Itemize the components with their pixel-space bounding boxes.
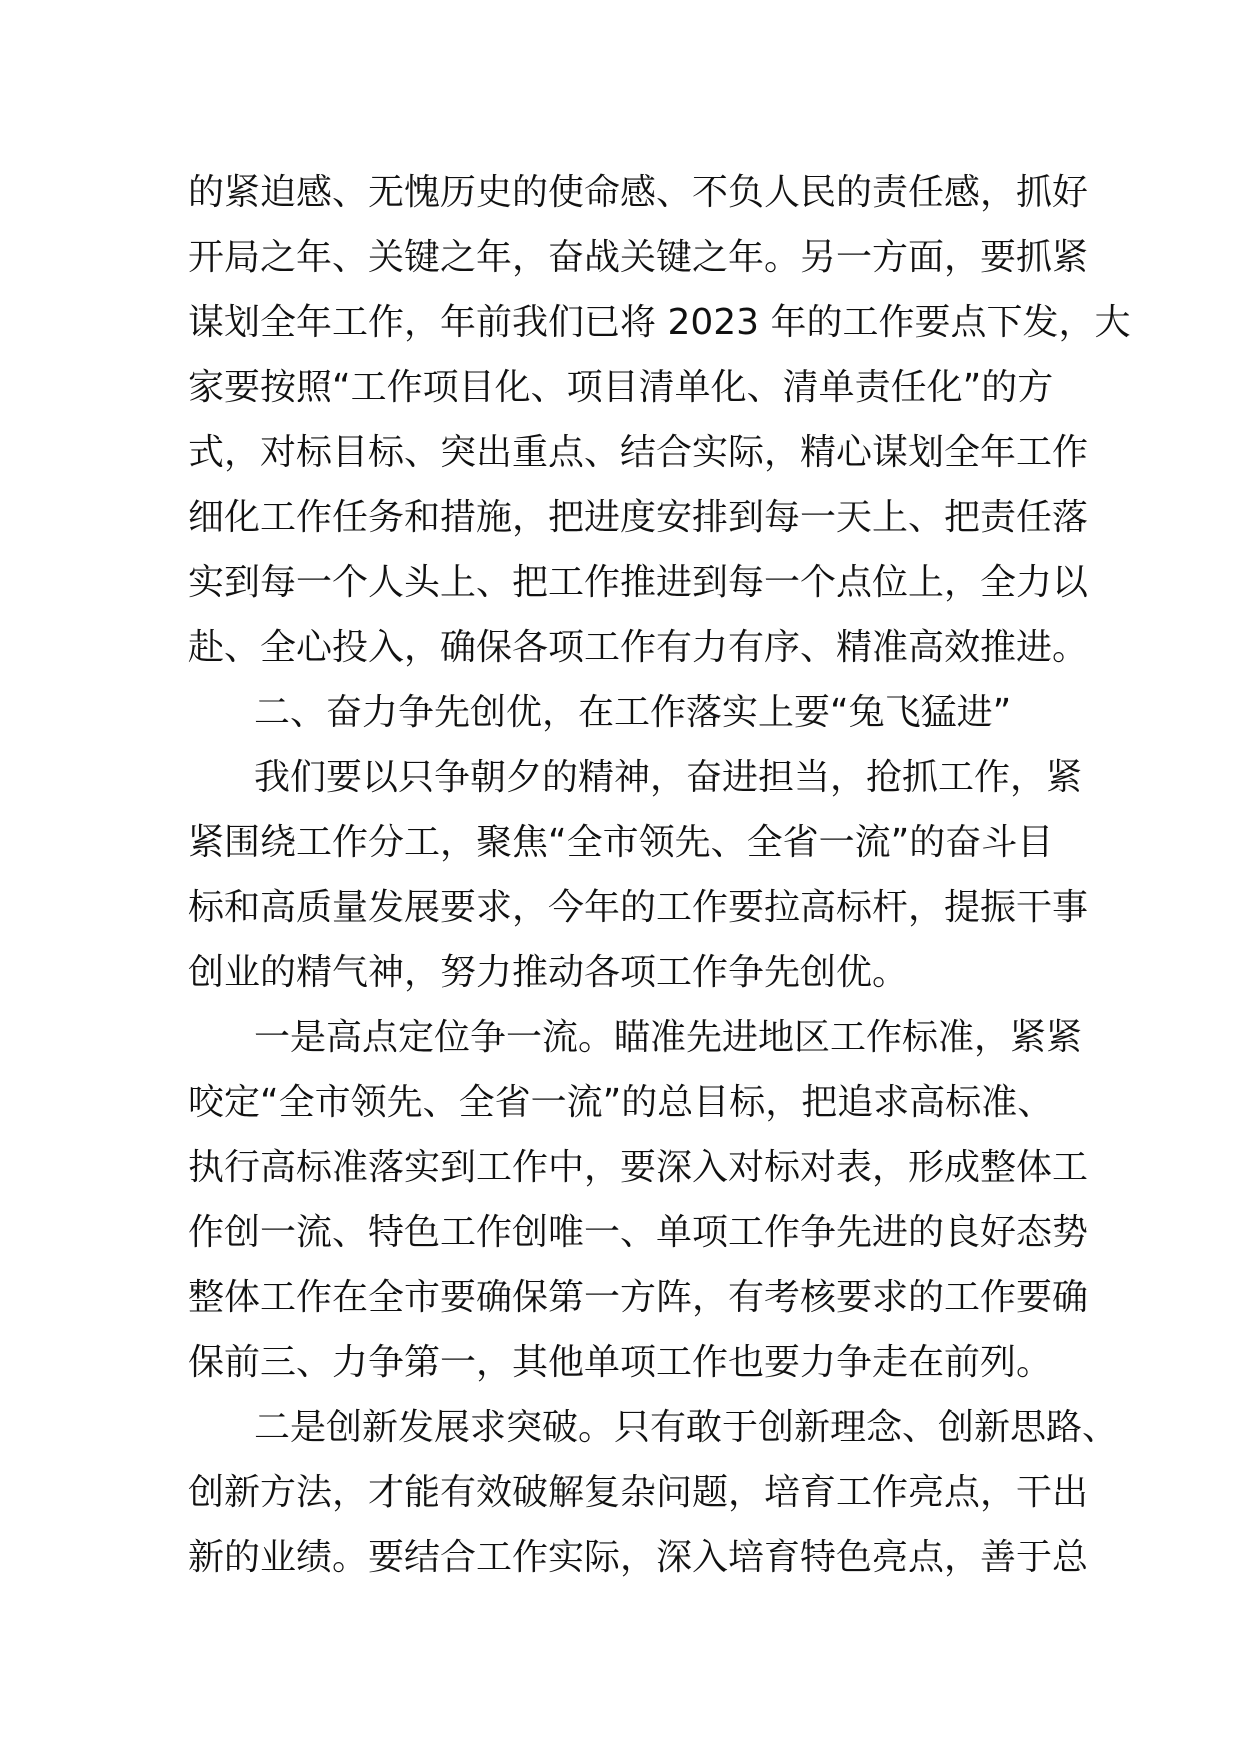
paragraph-first-line: 二是创新发展求突破。只有敢于创新理念、创新思路、 [254,1407,1119,1448]
text-line: 式，对标目标、突出重点、结合实际，精心谋划全年工作 [188,432,1089,473]
text-line: 的紧迫感、无愧历史的使命感、不负人民的责任感，抓好 [188,172,1089,213]
text-line: 创新方法，才能有效破解复杂问题，培育工作亮点，干出 [188,1472,1089,1513]
text-line: 执行高标准落实到工作中，要深入对标对表，形成整体工 [188,1147,1089,1188]
text-line: 紧围绕工作分工，聚焦“全市领先、全省一流”的奋斗目 [188,822,1054,863]
section-heading: 二、奋力争先创优，在工作落实上要“兔飞猛进” [254,692,1012,733]
paragraph-first-line: 一是高点定位争一流。瞄准先进地区工作标准，紧紧 [254,1017,1083,1058]
text-line: 标和高质量发展要求，今年的工作要拉高标杆，提振干事 [188,887,1089,928]
text-line: 新的业绩。要结合工作实际，深入培育特色亮点，善于总 [188,1537,1089,1578]
text-line: 整体工作在全市要确保第一方阵，有考核要求的工作要确 [188,1277,1089,1318]
text-line: 家要按照“工作项目化、项目清单化、清单责任化”的方 [188,367,1054,408]
text-line: 谋划全年工作，年前我们已将 2023 年的工作要点下发，大 [188,302,1131,343]
text-line: 创业的精气神，努力推动各项工作争先创优。 [188,952,909,993]
paragraph-first-line: 我们要以只争朝夕的精神，奋进担当，抢抓工作，紧 [254,757,1083,798]
text-line: 作创一流、特色工作创唯一、单项工作争先进的良好态势 [188,1212,1089,1253]
text-line: 开局之年、关键之年，奋战关键之年。另一方面，要抓紧 [188,237,1089,278]
document-page [188,160,1131,1590]
text-line: 细化工作任务和措施，把进度安排到每一天上、把责任落 [188,497,1089,538]
text-line: 赴、全心投入，确保各项工作有力有序、精准高效推进。 [188,627,1089,668]
text-line: 实到每一个人头上、把工作推进到每一个点位上，全力以 [188,562,1089,603]
text-line: 咬定“全市领先、全省一流”的总目标，把追求高标准、 [188,1082,1054,1123]
text-line: 保前三、力争第一，其他单项工作也要力争走在前列。 [188,1342,1053,1383]
